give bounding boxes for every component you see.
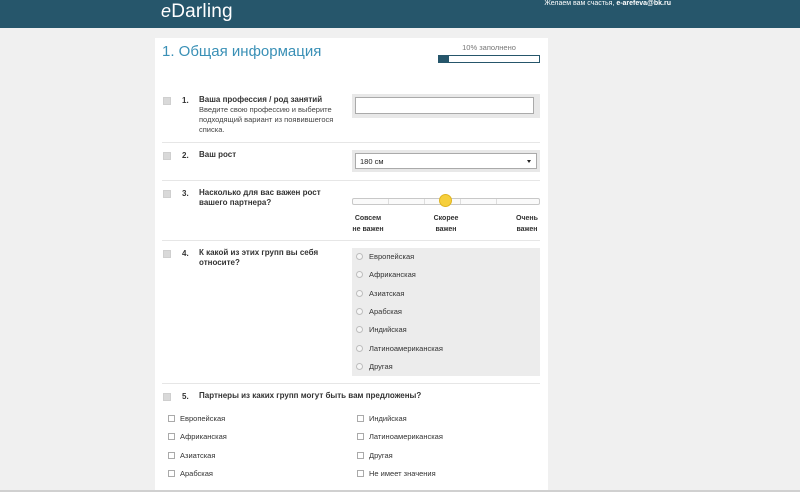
radio-icon[interactable] <box>356 363 363 370</box>
radio-icon[interactable] <box>356 308 363 315</box>
slider-label-line2: важен <box>516 226 538 233</box>
q5-number: 5. <box>182 392 189 401</box>
radio-label: Азиатская <box>369 289 405 298</box>
radio-label: Европейская <box>369 252 415 261</box>
q5-status-icon <box>163 393 171 401</box>
radio-option[interactable] <box>356 344 443 353</box>
slider-label-line2: не важен <box>352 226 384 233</box>
slider-label-very-important <box>508 213 546 235</box>
slider-tick <box>496 199 497 204</box>
slider-label-line1: Совсем <box>354 215 382 222</box>
q1-hint-line1: Введите свою профессию и выберите <box>199 105 332 114</box>
checkbox-icon[interactable] <box>357 470 364 477</box>
checkbox-label: Азиатская <box>180 451 216 460</box>
slider-tick <box>460 199 461 204</box>
top-bar <box>0 0 800 28</box>
divider <box>162 240 540 241</box>
logo-text: Darling <box>171 1 233 22</box>
logo-e: e <box>161 1 172 21</box>
checkbox-option[interactable] <box>168 451 215 460</box>
checkbox-icon[interactable] <box>357 415 364 422</box>
checkbox-option[interactable] <box>168 469 213 478</box>
radio-icon[interactable] <box>356 326 363 333</box>
user-email[interactable]: e-arefeva@bk.ru <box>616 0 671 7</box>
checkbox-icon[interactable] <box>168 433 175 440</box>
radio-option[interactable] <box>356 307 402 316</box>
radio-option[interactable] <box>356 325 407 334</box>
q3-number: 3. <box>182 189 189 198</box>
progress-bar-fill <box>439 56 449 62</box>
radio-icon[interactable] <box>356 271 363 278</box>
radio-label: Другая <box>369 362 393 371</box>
radio-option[interactable] <box>356 362 393 371</box>
q2-title: Ваш рост <box>199 150 237 159</box>
radio-icon[interactable] <box>356 290 363 297</box>
chevron-down-icon <box>527 160 531 163</box>
divider <box>162 383 540 384</box>
checkbox-label: Африканская <box>180 432 227 441</box>
q4-title-line2: относите? <box>199 258 240 267</box>
greeting <box>544 0 671 7</box>
checkbox-icon[interactable] <box>168 415 175 422</box>
greeting-text: Желаем вам счастья, <box>544 0 615 7</box>
checkbox-option[interactable] <box>357 432 443 441</box>
q4-title-line1: К какой из этих групп вы себя <box>199 248 319 257</box>
slider-tick <box>388 199 389 204</box>
q5-title: Партнеры из каких групп могут быть вам предложены? <box>199 391 422 400</box>
slider-label-not-important <box>350 213 386 235</box>
checkbox-label: Латиноамериканская <box>369 432 443 441</box>
radio-icon[interactable] <box>356 345 363 352</box>
progress-bar <box>438 55 540 63</box>
slider-label-rather-important <box>428 213 464 235</box>
q1-hint-line2: подходящий вариант из появившегося <box>199 115 334 124</box>
radio-icon[interactable] <box>356 253 363 260</box>
height-select-value: 180 см <box>360 157 384 166</box>
q2-status-icon <box>163 152 171 160</box>
radio-option[interactable] <box>356 270 416 279</box>
radio-label: Африканская <box>369 270 416 279</box>
slider-label-line1: Очень <box>516 215 538 222</box>
divider <box>162 142 540 143</box>
radio-label: Латиноамериканская <box>369 344 443 353</box>
slider-label-line2: важен <box>435 226 457 233</box>
checkbox-option[interactable] <box>168 432 227 441</box>
q4-number: 4. <box>182 249 189 258</box>
q4-status-icon <box>163 250 171 258</box>
slider-tick <box>424 199 425 204</box>
profession-input[interactable] <box>355 97 534 114</box>
checkbox-label: Индийская <box>369 414 407 423</box>
q1-number: 1. <box>182 96 189 105</box>
q1-status-icon <box>163 97 171 105</box>
q2-number: 2. <box>182 151 189 160</box>
checkbox-icon[interactable] <box>357 433 364 440</box>
section-title: 1. Общая информация <box>162 43 322 60</box>
divider <box>162 180 540 181</box>
profession-field-wrap <box>352 94 540 118</box>
radio-label: Арабская <box>369 307 402 316</box>
checkbox-option[interactable] <box>357 451 393 460</box>
height-select-wrap <box>352 150 540 172</box>
checkbox-icon[interactable] <box>168 452 175 459</box>
checkbox-label: Арабская <box>180 469 213 478</box>
q1-hint-line3: списка. <box>199 125 225 134</box>
q3-title-line2: вашего партнера? <box>199 198 272 207</box>
checkbox-label: Европейская <box>180 414 226 423</box>
checkbox-icon[interactable] <box>357 452 364 459</box>
q1-title: Ваша профессия / род занятий <box>199 95 323 104</box>
checkbox-option[interactable] <box>357 414 407 423</box>
slider-label-line1: Скорее <box>433 215 459 222</box>
height-select[interactable] <box>355 153 537 169</box>
progress-label: 10% заполнено <box>462 43 516 52</box>
checkbox-label: Не имеет значения <box>369 469 436 478</box>
radio-option[interactable] <box>356 289 404 298</box>
checkbox-icon[interactable] <box>168 470 175 477</box>
checkbox-label: Другая <box>369 451 393 460</box>
q3-status-icon <box>163 190 171 198</box>
radio-option[interactable] <box>356 252 414 261</box>
checkbox-option[interactable] <box>168 414 225 423</box>
radio-label: Индийская <box>369 325 407 334</box>
importance-slider-thumb[interactable] <box>439 194 452 207</box>
q3-title-line1: Насколько для вас важен рост <box>199 188 321 197</box>
checkbox-option[interactable] <box>357 469 436 478</box>
edarling-logo[interactable] <box>161 1 233 23</box>
